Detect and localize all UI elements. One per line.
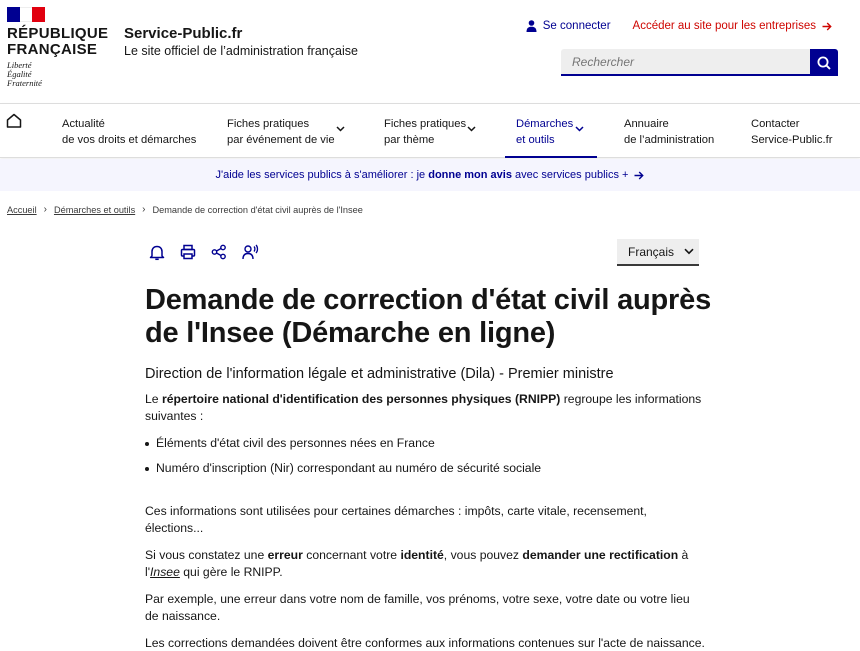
arrow-right-icon: [634, 171, 644, 180]
nav-label-line1: Démarches: [516, 118, 574, 130]
error-paragraph: Si vous constatez une erreur concernant votre identité, vous pouvez demander une rectification à l'Insee qui gère le RNIPP.: [145, 548, 689, 579]
feedback-banner[interactable]: [0, 159, 860, 191]
share-button[interactable]: [210, 243, 228, 261]
nav-item-actualite[interactable]: [62, 116, 196, 148]
share-icon: [211, 244, 227, 260]
language-value: Français: [628, 244, 675, 259]
chevron-down-icon: [467, 126, 476, 132]
nav-item-contact[interactable]: [751, 116, 832, 148]
intro-paragraph: Le répertoire national d'identification des personnes physiques (RNIPP) regroupe les informations suivantes :: [145, 392, 702, 423]
example-paragraph: Par exemple, une erreur dans votre nom de famille, vos prénoms, votre sexe, votre date ou votre lieu de naissance.: [145, 592, 690, 623]
print-button[interactable]: [179, 243, 197, 261]
nav-label-line1: Fiches pratiques: [227, 118, 310, 130]
article-content: [145, 391, 705, 651]
chevron-right-icon: ›: [142, 204, 146, 215]
breadcrumb: [7, 204, 363, 215]
main-navigation: [0, 103, 860, 158]
header-tools: [526, 20, 832, 32]
search-icon: [817, 56, 831, 70]
breadcrumb-home[interactable]: Accueil: [7, 204, 37, 215]
login-link[interactable]: [526, 20, 611, 32]
nav-label-line1: Actualité: [62, 118, 105, 130]
active-nav-indicator: [505, 156, 597, 158]
arrow-right-icon: [822, 22, 832, 31]
home-icon: [6, 113, 22, 128]
page-title: Demande de correction d'état civil auprès de l'Insee (Démarche en ligne): [145, 284, 711, 349]
republique-francaise-logo[interactable]: [7, 7, 108, 88]
site-header: [0, 0, 860, 103]
chevron-down-icon: [575, 126, 584, 132]
nav-item-evenement[interactable]: [227, 116, 347, 148]
printer-icon: [180, 244, 196, 260]
chevron-right-icon: ›: [43, 204, 47, 215]
chevron-down-icon: [336, 126, 345, 132]
subscribe-button[interactable]: [148, 243, 166, 261]
home-button[interactable]: [6, 113, 22, 133]
article-author: Direction de l'information légale et administrative (Dila) - Premier ministre: [145, 366, 614, 382]
language-selector[interactable]: [617, 239, 699, 266]
french-flag-icon: [7, 7, 45, 22]
nav-item-demarches[interactable]: [516, 116, 596, 148]
login-label: Se connecter: [542, 20, 611, 32]
text-to-speech-icon: [242, 244, 259, 260]
list-item: Éléments d'état civil des personnes nées en France: [145, 435, 705, 452]
site-subtitle: Le site officiel de l’administration française: [124, 44, 358, 58]
nav-label-line2: par thème: [384, 134, 435, 146]
banner-text: J'aide les services publics à s'améliorer : je donne mon avis avec services publics +: [215, 169, 629, 181]
listen-button[interactable]: [241, 243, 259, 261]
list-item: Numéro d'inscription (Nir) correspondant au numéro de sécurité sociale: [145, 460, 705, 477]
nav-label-line2: et outils: [516, 134, 555, 146]
nav-label-line2: par événement de vie: [227, 134, 335, 146]
search-bar: [561, 49, 838, 76]
user-icon: [526, 20, 537, 32]
search-input[interactable]: [561, 49, 810, 76]
nav-label-line2: de l’administration: [624, 134, 715, 146]
nav-label-line2: de vos droits et démarches: [62, 134, 197, 146]
business-site-label: Accéder au site pour les entreprises: [632, 20, 816, 32]
breadcrumb-current: Demande de correction d'état civil auprès de l'Insee: [152, 204, 363, 215]
info-list: [145, 435, 705, 477]
nav-label-line1: Annuaire: [624, 118, 669, 130]
corrections-paragraph: Les corrections demandées doivent être conformes aux informations contenues sur l'acte de naissance.: [145, 636, 705, 650]
business-site-link[interactable]: [633, 20, 832, 32]
republique-label: RÉPUBLIQUE FRANÇAISE: [7, 25, 109, 58]
nav-item-theme[interactable]: [384, 116, 484, 148]
nav-item-annuaire[interactable]: [624, 116, 714, 148]
nav-label-line1: Contacter: [751, 118, 800, 130]
page-actions: [148, 243, 259, 261]
nav-label-line1: Fiches pratiques: [384, 118, 467, 130]
search-button[interactable]: [810, 49, 838, 76]
motto: Liberté Égalité Fraternité: [7, 60, 42, 88]
breadcrumb-demarches[interactable]: Démarches et outils: [53, 204, 136, 215]
site-title[interactable]: Service-Public.fr: [124, 25, 243, 42]
usage-paragraph: Ces informations sont utilisées pour certaines démarches : impôts, carte vitale, recensement, élections...: [145, 504, 647, 535]
chevron-down-icon: [684, 248, 694, 255]
insee-link[interactable]: Insee: [150, 565, 180, 579]
nav-label-line2: Service-Public.fr: [751, 134, 833, 146]
bell-icon: [149, 244, 165, 261]
